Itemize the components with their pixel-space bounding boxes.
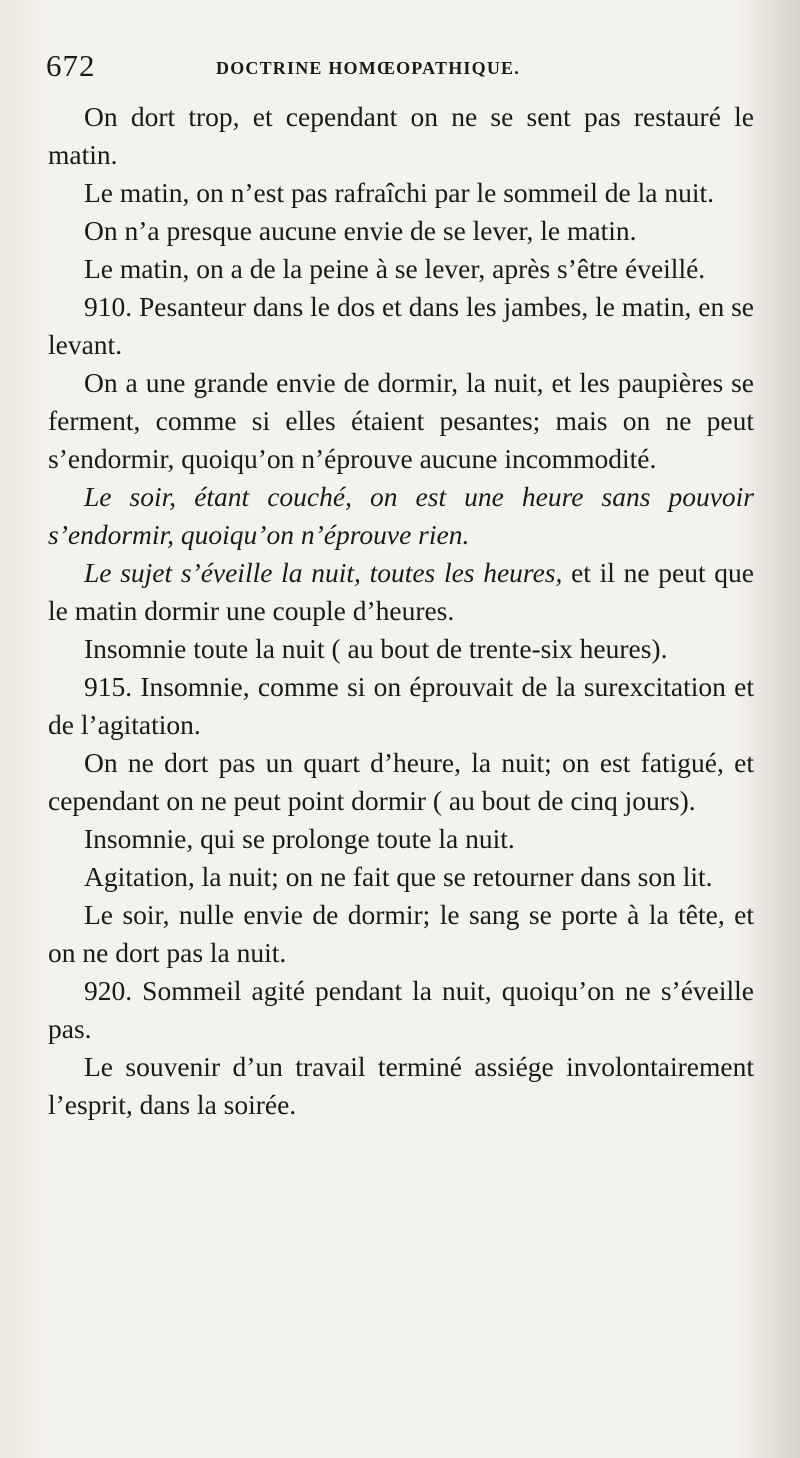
paragraph: 910. Pesanteur dans le dos et dans les jambes, le matin, en se levant. — [48, 291, 754, 360]
paragraph: On a une grande envie de dormir, la nuit, et les paupières se ferment, comme si elles étaient pesantes; mais on ne peut s’endormir, quoiqu’on n’éprouve aucune incommodité. — [48, 367, 754, 474]
paragraph: Le matin, on n’est pas rafraîchi par le sommeil de la nuit. — [84, 177, 715, 208]
page-header — [46, 48, 746, 92]
body-text — [48, 98, 754, 1124]
paragraph: Le souvenir d’un travail terminé assiége involontairement l’esprit, dans la soirée. — [48, 1051, 754, 1120]
paragraph: On dort trop, et cependant on ne se sent pas restauré le matin. — [48, 101, 754, 170]
paragraph: On ne dort pas un quart d’heure, la nuit; on est fatigué, et cependant on ne peut point dormir ( au bout de cinq jours). — [48, 747, 754, 816]
paragraph: 920. Sommeil agité pendant la nuit, quoiqu’on ne s’éveille pas. — [48, 975, 754, 1044]
paragraph: Insomnie toute la nuit ( au bout de trente-six heures). — [84, 633, 668, 664]
paragraph: On n’a presque aucune envie de se lever, le matin. — [84, 215, 637, 246]
running-head: DOCTRINE HOMŒOPATHIQUE. — [216, 58, 520, 78]
paragraph: Le sujet s’éveille la nuit, toutes les heures, et il ne peut que le matin dormir une couple d’heures. — [48, 557, 754, 626]
paragraph: Agitation, la nuit; on ne fait que se retourner dans son lit. — [84, 861, 713, 892]
paragraph: Insomnie, qui se prolonge toute la nuit. — [84, 823, 515, 854]
paragraph: Le soir, étant couché, on est une heure sans pouvoir s’endormir, quoiqu’on n’éprouve rien. — [48, 481, 754, 550]
paragraph: 915. Insomnie, comme si on éprouvait de la surexcitation et de l’agitation. — [48, 671, 754, 740]
paragraph: Le matin, on a de la peine à se lever, après s’être éveillé. — [84, 253, 706, 284]
paragraph: Le soir, nulle envie de dormir; le sang se porte à la tête, et on ne dort pas la nuit. — [48, 899, 754, 968]
page-number: 672 — [46, 48, 96, 83]
